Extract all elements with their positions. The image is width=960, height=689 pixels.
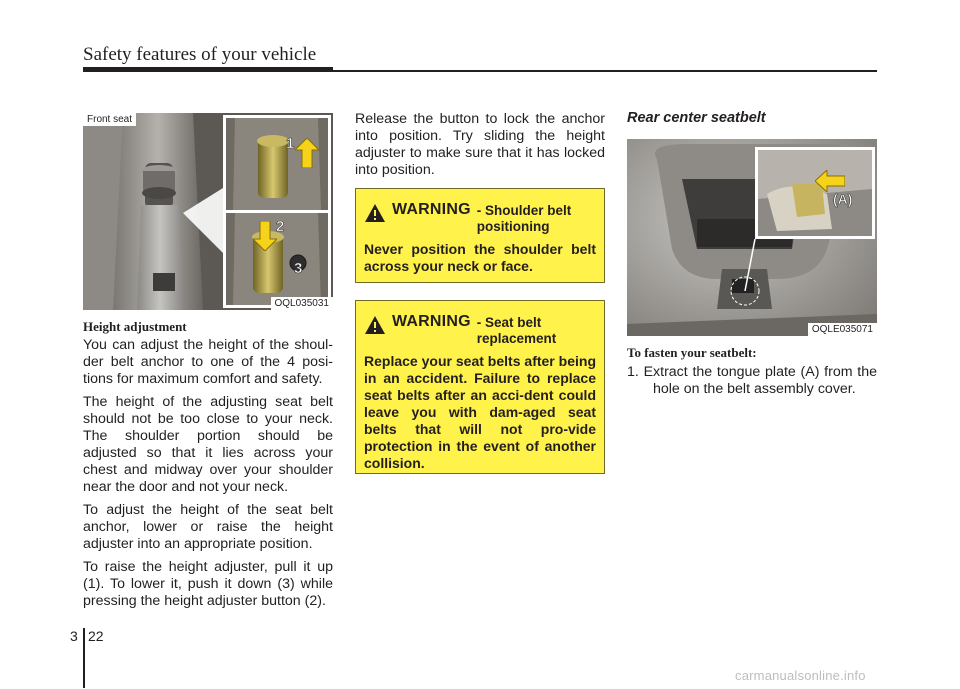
page-header-title: Safety features of your vehicle [83, 44, 317, 65]
figure-code: OQL035031 [271, 297, 334, 310]
warning-subtitle: - Seat belt replacement [476, 315, 557, 346]
warning-box-shoulder-belt [355, 188, 605, 283]
watermark: carmanualsonline.info [735, 668, 866, 683]
front-seat-figure [83, 113, 333, 310]
chapter-number: 3 [70, 628, 78, 644]
callout-2: 2 [276, 218, 285, 235]
paragraph: The height of the adjusting seat belt should not be too close to your neck. The shoulder portion should be adjusted so that it lies across your chest and midway over your shoulder near the door and not your neck. [83, 394, 333, 495]
paragraph: To adjust the height of the seat belt anchor, lower or raise the height adjuster into an appropriate position. [83, 502, 333, 552]
warning-word: WARNING [392, 313, 471, 330]
warning-triangle-icon [364, 315, 386, 335]
column-2-intro: Release the button to lock the anchor into position. Try sliding the height adjuster to make sure that it has locked into position. [355, 111, 605, 178]
callout-1: 1 [286, 135, 295, 152]
warning-title [364, 313, 596, 347]
callout-a: (A) [833, 191, 853, 207]
footer-rule [83, 628, 85, 688]
subhead-height-adjustment: Height adjustment [83, 319, 187, 334]
paragraph: You can adjust the height of the shoul-der belt anchor to one of the 4 posi-tions for maximum comfort and safety. [83, 337, 333, 387]
warning-title [364, 201, 596, 235]
section-heading: Rear center seatbelt [627, 110, 766, 126]
header-rule-thin [333, 70, 877, 72]
column-3-text [627, 344, 877, 404]
rear-center-seatbelt-figure [627, 139, 877, 336]
warning-box-belt-replacement [355, 300, 605, 474]
up-arrow-icon [295, 138, 319, 168]
left-arrow-icon [815, 170, 845, 192]
rear-seatbelt-illustration [627, 139, 877, 336]
warning-triangle-icon [364, 203, 386, 223]
warning-body: Replace your seat belts after being in an accident. Failure to replace seat belts after an acci-dent could leave you with dam-aged seat belts that will not pro-vide protection in the event of another collision. [364, 353, 596, 471]
callout-3: 3 [294, 260, 303, 277]
warning-body: Never position the shoulder belt across your neck or face. [364, 241, 596, 274]
page-number: 22 [88, 628, 104, 644]
figure-code: OQLE035071 [808, 323, 877, 336]
warning-subtitle: - Shoulder belt positioning [476, 203, 572, 234]
step-1: 1. Extract the tongue plate (A) from the hole on the belt assembly cover. [627, 364, 877, 397]
paragraph: To raise the height adjuster, pull it up (1). To lower it, push it down (3) while pressing the height adjuster button (2). [83, 559, 333, 609]
warning-word: WARNING [392, 201, 471, 218]
column-1 [83, 318, 333, 616]
figure-label-front-seat: Front seat [83, 113, 136, 126]
down-arrow-icon [253, 221, 277, 251]
subhead-fasten: To fasten your seatbelt: [627, 345, 757, 360]
header-rule [83, 67, 333, 72]
